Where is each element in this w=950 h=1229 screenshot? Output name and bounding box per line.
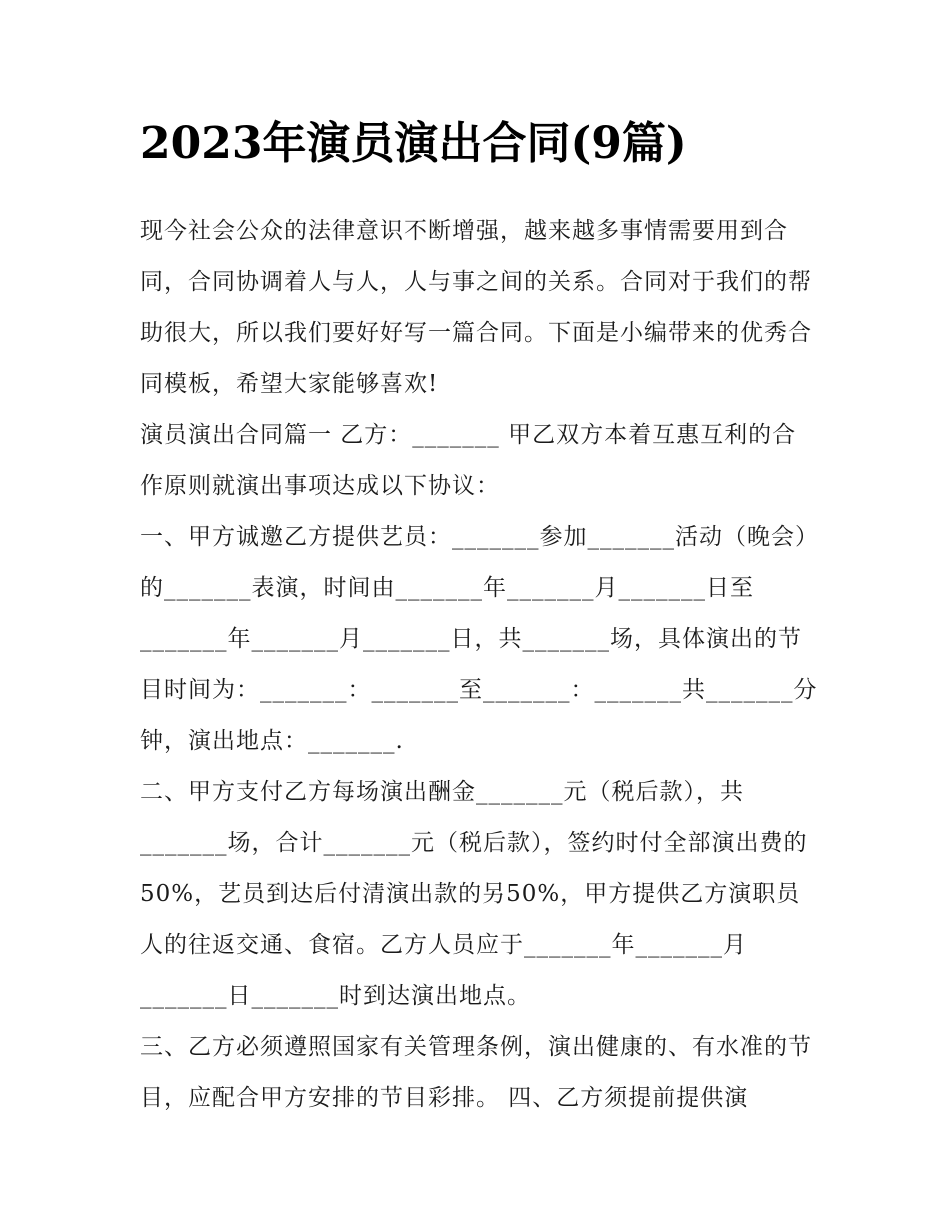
paragraph-clause-three: 三、乙方必须遵照国家有关管理条例，演出健康的、有水准的节目，应配合甲方安排的节目彩排。 四、乙方须提前提供演 [140, 1034, 812, 1111]
paragraph-intro: 现今社会公众的法律意识不断增强，越来越多事情需要用到合同，合同协调着人与人，人与事之间的关系。合同对于我们的帮助很大，所以我们要好好写一篇合同。下面是小编带来的优秀合同模板，希望大家能够喜欢! [140, 218, 812, 397]
document-body [140, 206, 820, 1124]
document-page [140, 112, 820, 1124]
paragraph-clause-two: 二、甲方支付乙方每场演出酬金_______元（税后款），共_______场，合计_______元（税后款），签约时付全部演出费的50%，艺员到达后付清演出款的另50%，甲方提供乙方演职员人的往返交通、食宿。乙方人员应于_______年_______月_______日_______时到达演出地点。 [140, 779, 808, 1009]
document-title: 2023年演员演出合同(9篇) [140, 118, 687, 169]
paragraph-clause-one: 一、甲方诚邀乙方提供艺员：_______参加_______活动（晚会）的_______表演，时间由_______年_______月_______日至_______年_______月_______日，共_______场，具体演出的节目时间为：_______：_______至_______：_______共_______分钟，演出地点：_______. [140, 524, 819, 754]
paragraph-contract-one-header: 演员演出合同篇一 乙方：_______ 甲乙双方本着互惠互利的合作原则就演出事项达成以下协议： [140, 422, 797, 499]
